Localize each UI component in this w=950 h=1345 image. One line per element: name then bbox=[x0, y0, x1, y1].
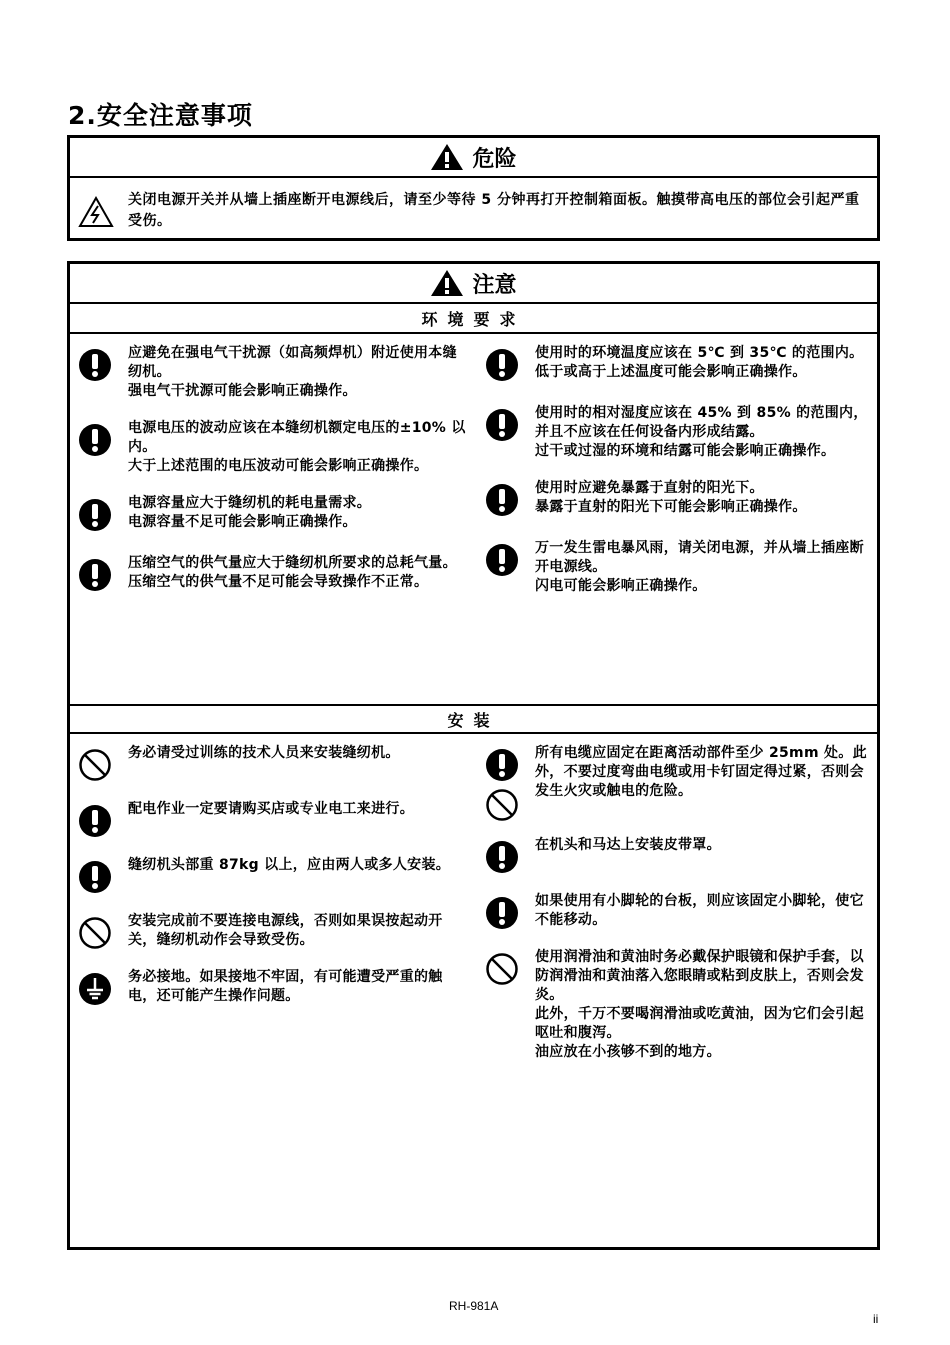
caution-item bbox=[485, 539, 880, 596]
danger-text: 关闭电源开关并从墙上插座断开电源线后，请至少等待 5 分钟再打开控制箱面板。触摸带高电压的部位会引起严重受伤。 bbox=[128, 192, 860, 229]
caution-text-line: 使用时的环境温度应该在 5℃ 到 35℃ 的范围内。 bbox=[535, 345, 864, 361]
caution-text bbox=[535, 344, 875, 382]
caution-text-line: 压缩空气的供气量应大于缝纫机所要求的总耗气量。 bbox=[128, 555, 457, 571]
caution-text bbox=[128, 856, 468, 875]
caution-heading bbox=[70, 264, 877, 304]
caution-text-line: 电源容量应大于缝纫机的耗电量需求。 bbox=[128, 495, 372, 511]
danger-item bbox=[70, 178, 877, 232]
caution-text-line: 暴露于直射的阳光下可能会影响正确操作。 bbox=[535, 499, 807, 515]
caution-item bbox=[78, 344, 473, 401]
exclamation-icon bbox=[485, 539, 535, 581]
caution-text-line: 务必请受过训练的技术人员来安装缝纫机。 bbox=[128, 745, 400, 761]
caution-text-line: 在机头和马达上安装皮带罩。 bbox=[535, 837, 721, 853]
prohibition-icon bbox=[78, 912, 128, 954]
exclamation-icon bbox=[78, 800, 128, 842]
exclamation-icon bbox=[78, 494, 128, 536]
caution-item bbox=[78, 554, 473, 596]
page-title: 2.安全注意事项 bbox=[68, 101, 253, 130]
caution-item bbox=[485, 404, 880, 461]
model-name: RH-981A bbox=[449, 1299, 499, 1313]
danger-heading-label: 危险 bbox=[472, 146, 517, 172]
caution-text-line: 配电作业一定要请购买店或专业电工来进行。 bbox=[128, 801, 414, 817]
installation-left-column bbox=[78, 734, 473, 1010]
installation-subheading: 安装 bbox=[70, 704, 877, 734]
caution-text bbox=[535, 836, 875, 855]
caution-text-line: 务必接地。如果接地不牢固，有可能遭受严重的触电，还可能产生操作问题。 bbox=[128, 969, 443, 1004]
caution-text-line: 闪电可能会影响正确操作。 bbox=[535, 578, 707, 594]
caution-text-line: 低于或高于上述温度可能会影响正确操作。 bbox=[535, 364, 807, 380]
caution-heading-label: 注意 bbox=[472, 272, 517, 298]
caution-item bbox=[485, 344, 880, 386]
exclamation-icon bbox=[485, 404, 535, 446]
caution-text bbox=[128, 968, 468, 1006]
caution-text-line: 使用时的相对湿度应该在 45% 到 85% 的范围内，并且不应该在任何设备内形成结露。 bbox=[535, 405, 868, 440]
environment-left-column bbox=[78, 334, 473, 596]
caution-text-line: 油应放在小孩够不到的地方。 bbox=[535, 1044, 721, 1060]
exclamation-icon bbox=[78, 344, 128, 386]
danger-heading bbox=[70, 138, 877, 178]
caution-box bbox=[67, 261, 880, 1250]
caution-item bbox=[78, 968, 473, 1010]
caution-text-line: 压缩空气的供气量不足可能会导致操作不正常。 bbox=[128, 574, 429, 590]
caution-text bbox=[535, 892, 875, 930]
caution-text-line: 应避免在强电气干扰源（如高频焊机）附近使用本缝纫机。 bbox=[128, 345, 457, 380]
caution-text bbox=[128, 494, 468, 532]
high-voltage-icon bbox=[78, 196, 114, 228]
caution-text-line: 所有电缆应固定在距离活动部件至少 25mm 处。此外，不要过度弯曲电缆或用卡钉固定得过紧，否则会发生火灾或触电的危险。 bbox=[535, 745, 867, 799]
caution-text bbox=[535, 479, 875, 517]
caution-text-line: 万一发生雷电暴风雨，请关闭电源，并从墙上插座断开电源线。 bbox=[535, 540, 864, 575]
ground-icon bbox=[78, 968, 128, 1010]
page-number: ii bbox=[873, 1312, 879, 1326]
warning-triangle-icon bbox=[430, 143, 464, 171]
caution-text-line: 过干或过湿的环境和结露可能会影响正确操作。 bbox=[535, 443, 836, 459]
warning-triangle-icon bbox=[430, 269, 464, 297]
exclamation-and-prohibition-icon bbox=[485, 744, 535, 822]
caution-item bbox=[78, 494, 473, 536]
caution-item bbox=[485, 479, 880, 521]
caution-item bbox=[78, 912, 473, 954]
caution-text-line: 此外，千万不要喝润滑油或吃黄油，因为它们会引起呕吐和腹泻。 bbox=[535, 1006, 864, 1041]
installation-section bbox=[70, 734, 877, 1247]
caution-text-line: 如果使用有小脚轮的台板，则应该固定小脚轮，使它不能移动。 bbox=[535, 893, 864, 928]
caution-text bbox=[128, 554, 468, 592]
danger-box bbox=[67, 135, 880, 241]
caution-item bbox=[78, 856, 473, 898]
caution-item bbox=[78, 419, 473, 476]
caution-text bbox=[128, 800, 468, 819]
caution-text-line: 安装完成前不要连接电源线，否则如果误按起动开关，缝纫机动作会导致受伤。 bbox=[128, 913, 443, 948]
installation-right-column bbox=[485, 734, 880, 1062]
caution-text-line: 缝纫机头部重 87kg 以上，应由两人或多人安装。 bbox=[128, 857, 451, 873]
caution-item bbox=[78, 744, 473, 786]
environment-right-column bbox=[485, 334, 880, 596]
exclamation-icon bbox=[485, 892, 535, 934]
caution-item bbox=[485, 836, 880, 878]
exclamation-icon bbox=[485, 836, 535, 878]
exclamation-icon bbox=[78, 554, 128, 596]
caution-text bbox=[535, 948, 875, 1062]
exclamation-icon bbox=[485, 479, 535, 521]
prohibition-icon bbox=[78, 744, 128, 786]
caution-text bbox=[128, 344, 468, 401]
caution-text-line: 使用润滑油和黄油时务必戴保护眼镜和保护手套，以防润滑油和黄油落入您眼睛或粘到皮肤上，否则会发炎。 bbox=[535, 949, 864, 1003]
caution-text-line: 强电气干扰源可能会影响正确操作。 bbox=[128, 383, 357, 399]
caution-text-line: 使用时应避免暴露于直射的阳光下。 bbox=[535, 480, 764, 496]
environment-subheading: 环境要求 bbox=[70, 304, 877, 334]
caution-item bbox=[485, 892, 880, 934]
exclamation-icon bbox=[78, 856, 128, 898]
environment-section bbox=[70, 334, 877, 704]
prohibition-icon bbox=[485, 948, 535, 990]
caution-text-line: 电源电压的波动应该在本缝纫机额定电压的±10% 以内。 bbox=[128, 420, 466, 455]
caution-text bbox=[128, 419, 468, 476]
caution-text bbox=[535, 539, 875, 596]
caution-item bbox=[485, 948, 880, 1062]
caution-text bbox=[535, 744, 875, 801]
exclamation-icon bbox=[485, 344, 535, 386]
caution-text bbox=[128, 744, 468, 763]
exclamation-icon bbox=[78, 419, 128, 461]
caution-text-line: 大于上述范围的电压波动可能会影响正确操作。 bbox=[128, 458, 429, 474]
caution-item bbox=[78, 800, 473, 842]
caution-text-line: 电源容量不足可能会影响正确操作。 bbox=[128, 514, 357, 530]
caution-text bbox=[128, 912, 468, 950]
caution-item bbox=[485, 744, 880, 822]
caution-text bbox=[535, 404, 875, 461]
